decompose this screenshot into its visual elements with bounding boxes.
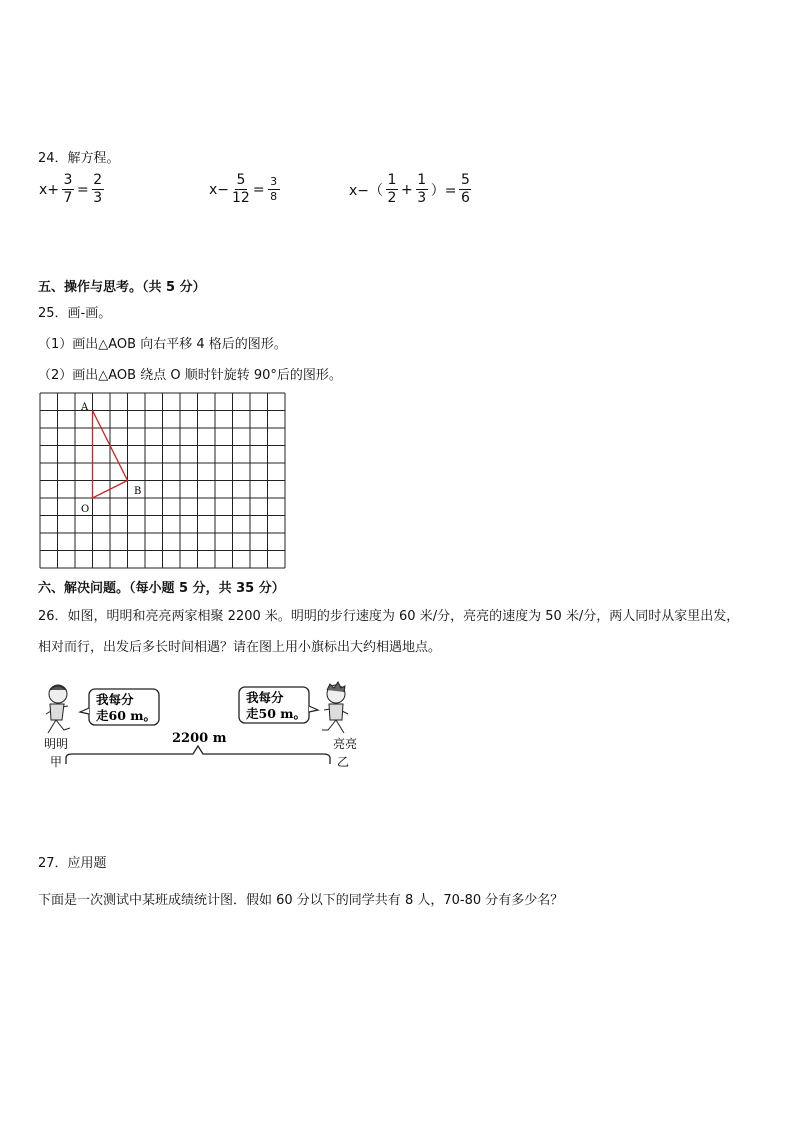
eq2-f2-denominator: 8 (270, 190, 278, 203)
eq3-f1-denominator: 2 (387, 190, 397, 206)
mingming-figure (46, 685, 70, 733)
point-label-b: B (134, 486, 142, 497)
left-bubble-line1: 我每分 (96, 692, 134, 707)
eq2-prefix: x− (209, 181, 230, 198)
q27-title: 27．应用题 (38, 856, 107, 871)
distance-label: 2200 m (172, 731, 227, 746)
q25-sub2: （2）画出△AOB 绕点 O 顺时针旋转 90°后的图形。 (38, 368, 342, 383)
end-label-yi: 乙 (337, 755, 350, 769)
name-mingming: 明明 (44, 737, 69, 751)
eq1-prefix: x+ (39, 181, 60, 198)
right-bubble-line1: 我每分 (246, 690, 284, 705)
eq3-f1-numerator: 1 (387, 172, 397, 188)
eq3-f3-denominator: 6 (461, 190, 470, 206)
eq1-f2-denominator: 3 (93, 190, 103, 206)
eq3-f3-numerator: 5 (461, 172, 470, 188)
right-speech-bubble (239, 687, 318, 723)
right-bubble-line2: 走50 m。 (246, 706, 306, 721)
grid-lines (40, 393, 285, 568)
left-bubble-line2: 走60 m。 (96, 708, 156, 723)
equation-3 (348, 172, 473, 207)
end-label-jia: 甲 (50, 755, 63, 769)
eq2-fraction-2 (268, 175, 280, 204)
eq2-fraction-1 (232, 172, 250, 207)
eq2-equals: = (252, 181, 265, 198)
distance-brace (66, 746, 330, 764)
eq3-fraction-2 (416, 172, 428, 207)
eq3-close: ）= (430, 182, 457, 199)
q25-sub1: （1）画出△AOB 向右平移 4 格后的图形。 (38, 337, 287, 352)
meeting-figure (38, 678, 358, 773)
name-liangliang: 亮亮 (333, 737, 358, 751)
left-speech-bubble (80, 689, 159, 725)
eq3-prefix: x−（ (349, 182, 384, 199)
point-label-a: A (81, 402, 89, 413)
equation-2 (208, 172, 282, 207)
q24-title: 24．解方程。 (38, 151, 120, 166)
liangliang-figure (322, 682, 348, 733)
section-5-heading: 五、操作与思考。（共 5 分） (38, 280, 206, 295)
eq3-plus: + (401, 181, 413, 198)
eq1-f1-numerator: 3 (63, 172, 73, 188)
eq3-f2-numerator: 1 (417, 172, 427, 188)
equation-1 (38, 172, 106, 207)
point-label-o: O (81, 504, 90, 515)
eq1-equals: = (77, 181, 89, 198)
q25-title: 25．画-画。 (38, 306, 112, 321)
eq2-f2-numerator: 3 (268, 175, 280, 190)
eq1-f1-denominator: 7 (63, 190, 73, 206)
q27-body: 下面是一次测试中某班成绩统计图．假如 60 分以下的同学共有 8 人，70-80 分有多少名？ (38, 893, 564, 908)
eq3-f2-denominator: 3 (417, 190, 427, 206)
square-grid-figure (30, 385, 300, 575)
eq1-fraction-2 (92, 172, 104, 207)
eq1-fraction-1 (62, 172, 74, 207)
eq3-fraction-1 (386, 172, 398, 207)
q26-line2: 相对而行，出发后多长时间相遇？请在图上用小旗标出大约相遇地点。 (38, 640, 442, 655)
eq3-fraction-3 (459, 172, 471, 207)
eq1-f2-numerator: 2 (93, 172, 103, 188)
q26-line1: 26．如图，明明和亮亮两家相聚 2200 米。明明的步行速度为 60 米/分，亮亮的速度为 50 米/分，两人同时从家里出发， (38, 609, 740, 624)
eq2-f1-denominator: 12 (232, 190, 250, 206)
eq2-f1-numerator: 5 (236, 172, 246, 188)
section-6-heading: 六、解决问题。（每小题 5 分，共 35 分） (38, 581, 285, 596)
